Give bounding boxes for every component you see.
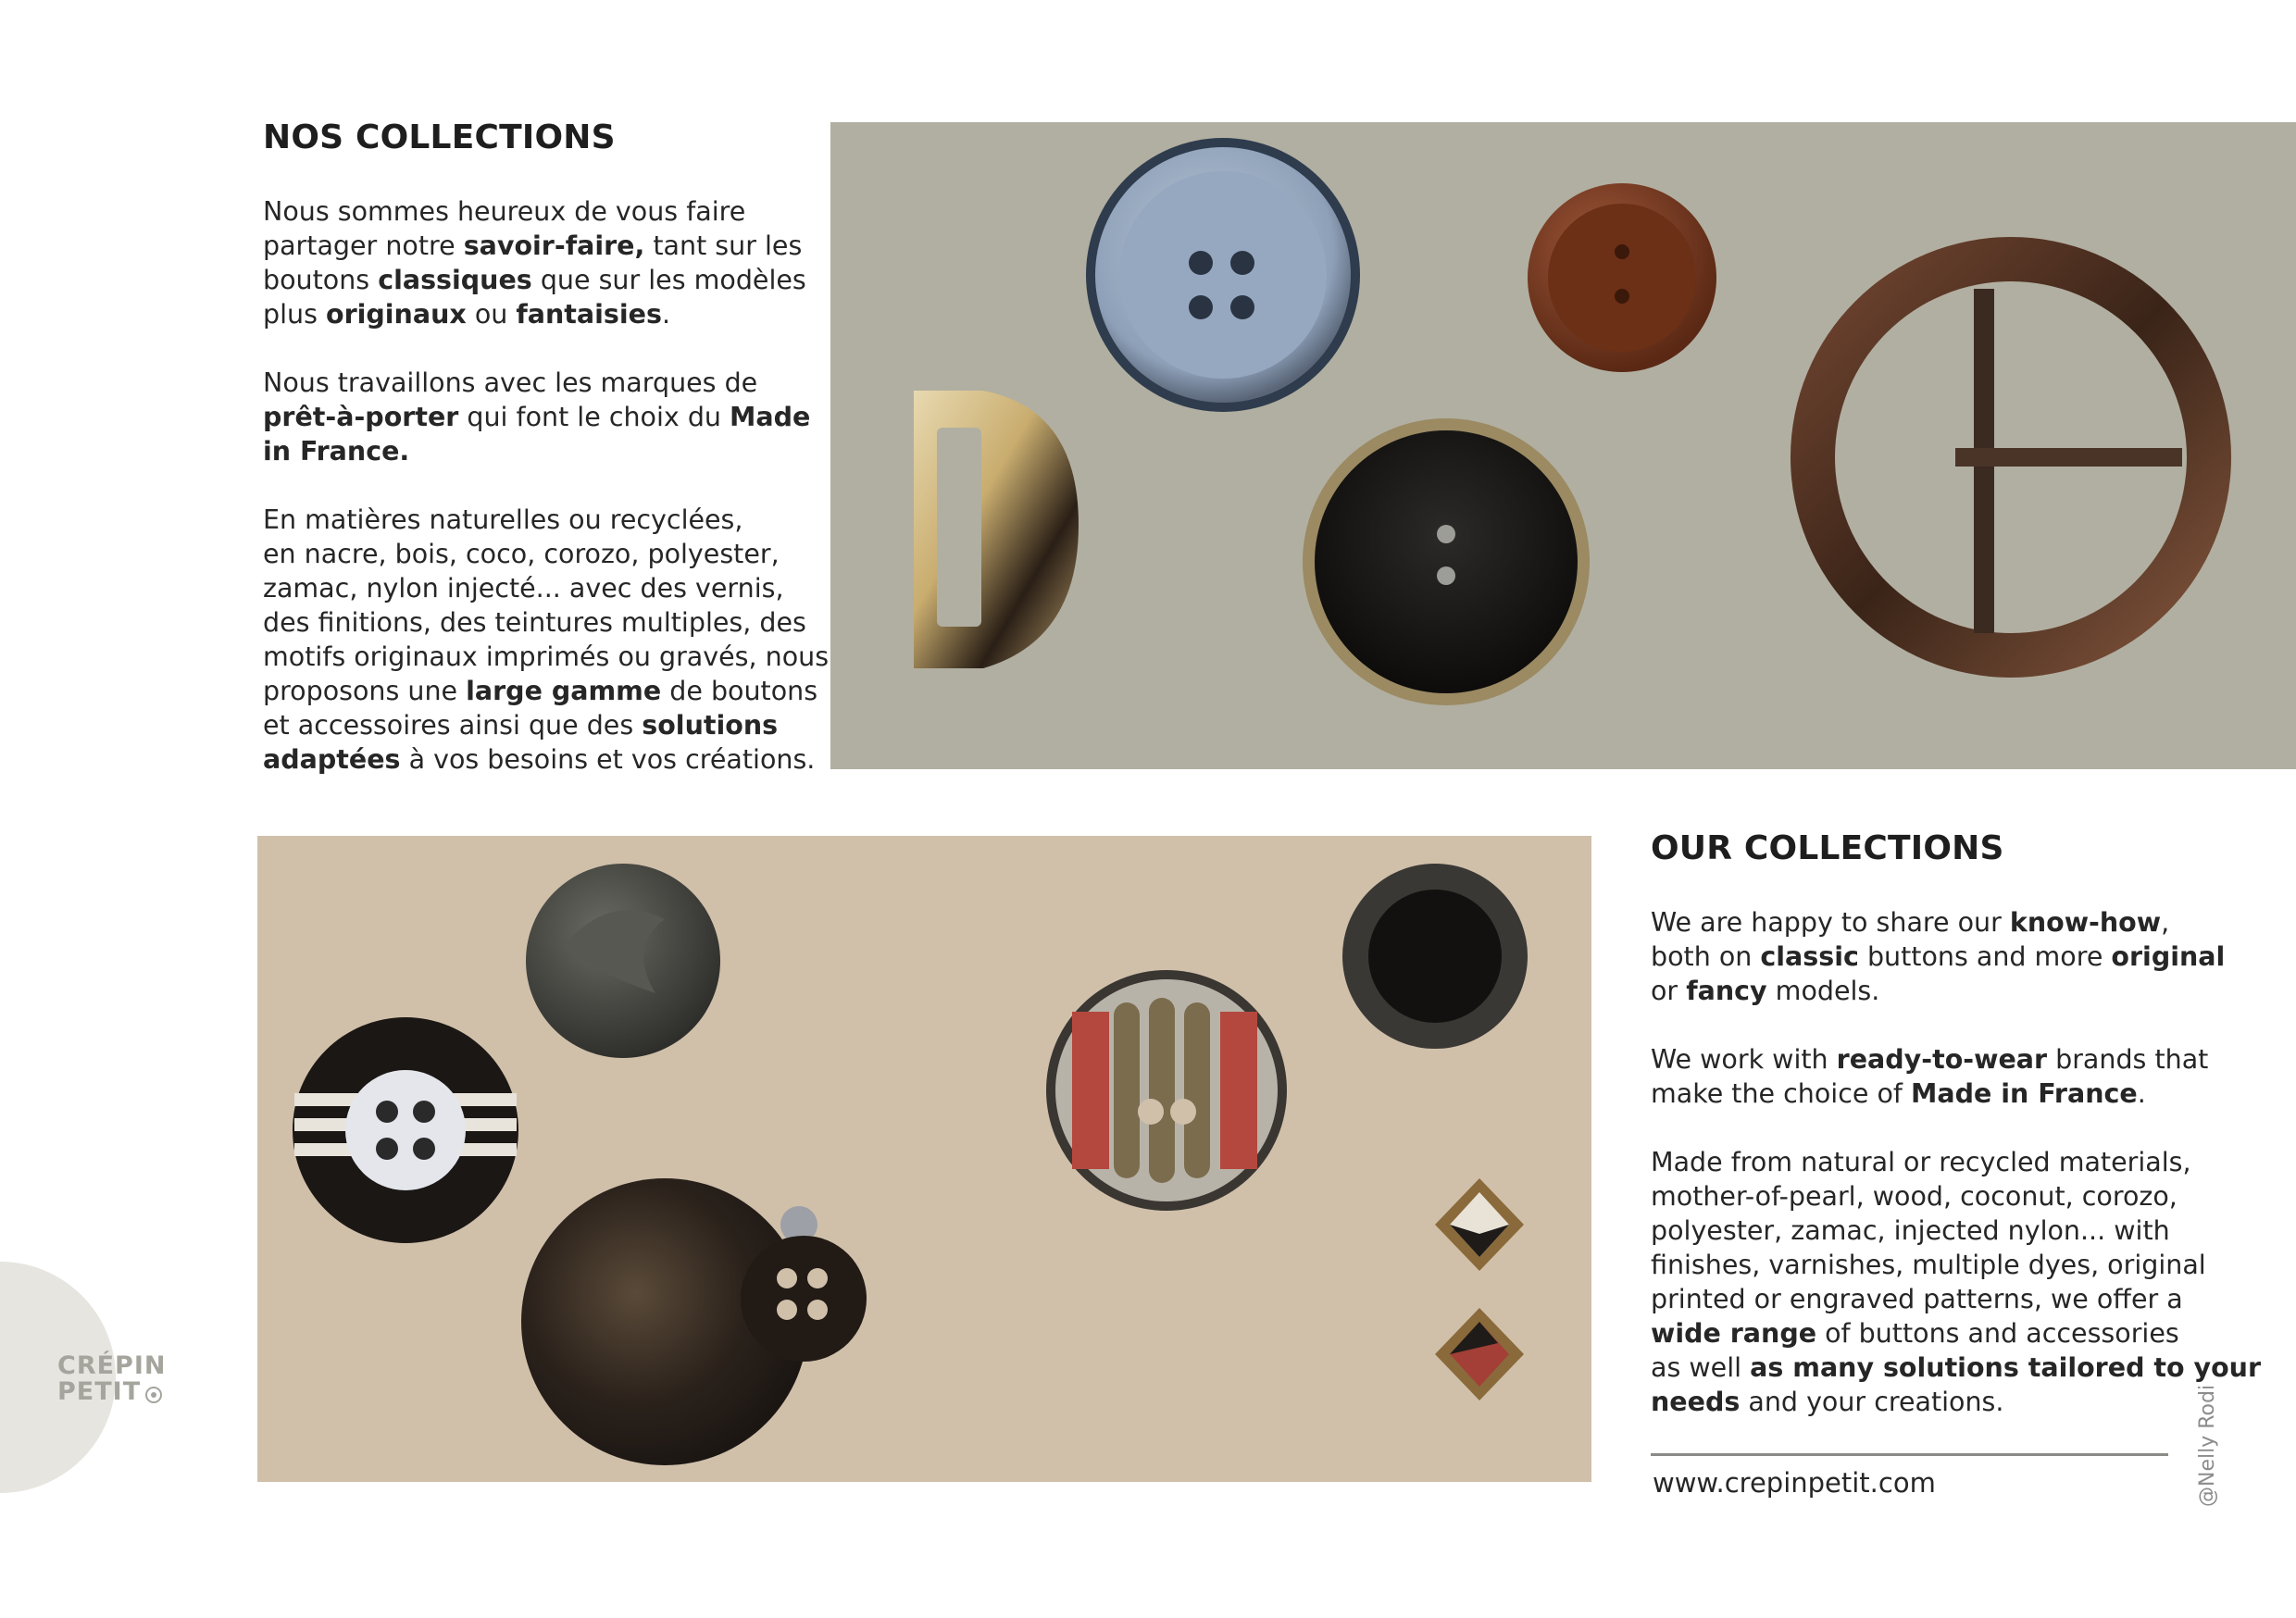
photo-credit: @Nelly Rodi [2196, 1384, 2219, 1507]
text-line: needs and your creations. [1651, 1387, 2004, 1417]
text-line: We are happy to share our know-how, [1651, 907, 2170, 938]
text-line: finishes, varnishes, multiple dyes, original [1651, 1250, 2206, 1280]
website-link[interactable]: www.crepinpetit.com [1653, 1467, 1936, 1499]
paragraph-fr-2 [263, 366, 810, 468]
text-line: motifs originaux imprimés ou gravés, nous [263, 641, 830, 672]
buttons-photo-bottom [257, 836, 1591, 1482]
text-line: en nacre, bois, coco, corozo, polyester, [263, 539, 780, 569]
text-line: polyester, zamac, injected nylon... with [1651, 1215, 2170, 1246]
text-line: plus originaux ou fantaisies. [263, 299, 671, 330]
text-line: Nous sommes heureux de vous faire [263, 196, 746, 227]
text-line: prêt-à-porter qui font le choix du Made [263, 402, 811, 432]
logo-circle-icon [144, 1386, 163, 1404]
enamel-striped-button [1046, 970, 1287, 1211]
text-line: We work with ready-to-wear brands that [1651, 1044, 2209, 1075]
engraved-metal-button [526, 864, 720, 1058]
text-line: zamac, nylon injecté... avec des vernis, [263, 573, 784, 604]
title-en: OUR COLLECTIONS [1651, 829, 2004, 867]
footer-divider [1651, 1453, 2168, 1456]
text-line: as well as many solutions tailored to your [1651, 1352, 2262, 1383]
paragraph-en-2 [1651, 1042, 2208, 1111]
text-line: wide range of buttons and accessories [1651, 1318, 2179, 1349]
text-line: Nous travaillons avec les marques de [263, 367, 758, 398]
logo-line-2: PETIT [57, 1377, 142, 1406]
paragraph-fr-1 [263, 194, 806, 331]
text-line: Made from natural or recycled materials, [1651, 1147, 2191, 1177]
logo-line-1: CRÉPIN [57, 1351, 167, 1380]
black-rimmed-button [1303, 418, 1590, 705]
text-line: proposons une large gamme de boutons [263, 676, 818, 706]
text-line: partager notre savoir-faire, tant sur les [263, 230, 803, 261]
text-line: make the choice of Made in France. [1651, 1078, 2146, 1109]
black-domed-button [1342, 864, 1528, 1049]
text-line: boutons classiques que sur les modèles [263, 265, 806, 295]
text-line: or fancy models. [1651, 976, 1880, 1006]
title-fr: NOS COLLECTIONS [263, 118, 616, 156]
paragraph-en-1 [1651, 905, 2225, 1008]
text-line: des finitions, des teintures multiples, des [263, 607, 806, 638]
text-line: printed or engraved patterns, we offer a [1651, 1284, 2183, 1314]
buttons-photo-top [830, 122, 2296, 769]
paragraph-en-3 [1651, 1145, 2261, 1419]
text-line: En matières naturelles ou recyclées, [263, 504, 743, 535]
text-line: mother-of-pearl, wood, coconut, corozo, [1651, 1181, 2177, 1212]
striped-button [293, 1017, 518, 1243]
paragraph-fr-3 [263, 503, 829, 777]
copper-buckle [1791, 237, 2231, 678]
text-line: in France. [263, 436, 410, 467]
text-line: adaptées à vos besoins et vos créations. [263, 744, 816, 775]
goldstone-button [1528, 183, 1716, 372]
blue-button [1086, 138, 1360, 412]
text-line: both on classic buttons and more original [1651, 941, 2226, 972]
text-line: et accessoires ainsi que des solutions [263, 710, 779, 741]
